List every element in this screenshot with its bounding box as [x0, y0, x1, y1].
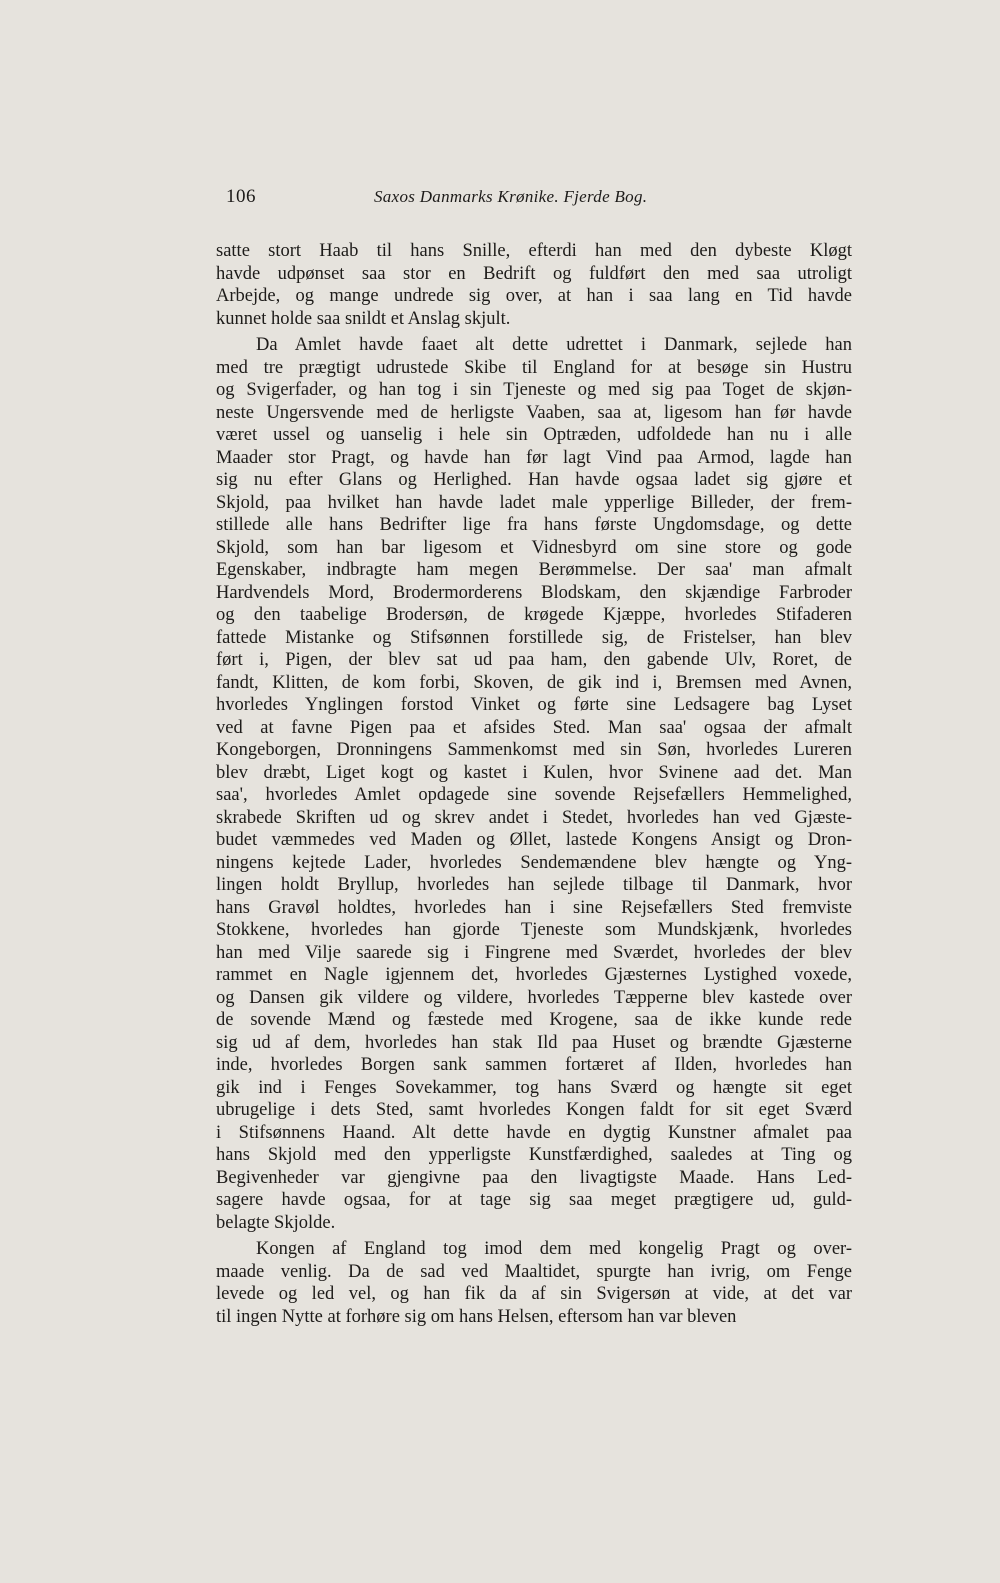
- text-line: Hardvendels Mord, Brodermorderens Blodskam, den skjændige Farbroder: [216, 582, 852, 603]
- text-line: belagte Skjolde.: [216, 1212, 336, 1233]
- text-line: ført i, Pigen, der blev sat ud paa ham, den gabende Ulv, Roret, de: [216, 650, 852, 670]
- text-line: rammet en Nagle igjennem det, hvorledes Gjæsternes Lystighed voxede,: [216, 965, 852, 985]
- text-line: Skjold, paa hvilket han havde ladet male ypperlige Billeder, der frem-: [216, 492, 852, 513]
- text-line: skrabede Skriften ud og skrev andet i Stedet, hvorledes han ved Gjæste-: [216, 807, 852, 828]
- text-line: sig ud af dem, hvorledes han stak Ild paa Huset og brændte Gjæsterne: [216, 1032, 852, 1053]
- text-line: Kongen af England tog imod dem med kongelig Pragt og over-: [256, 1239, 852, 1259]
- text-line: og Dansen gik vildere og vildere, hvorledes Tæpperne blev kastede over: [216, 987, 852, 1008]
- text-line: budet væmmedes ved Maden og Øllet, lastede Kongens Ansigt og Dron-: [216, 830, 852, 850]
- page-number: 106: [226, 186, 256, 207]
- text-line: med tre prægtigt udrustede Skibe til England for at besøge sin Hustru: [216, 357, 852, 378]
- text-line: Begivenheder var gjengivne paa den livagtigste Maade. Hans Led-: [216, 1167, 852, 1188]
- text-line: neste Ungersvende med de herligste Vaaben, saa at, ligesom han før havde: [216, 402, 852, 423]
- text-line: været ussel og uanselig i hele sin Optræden, udfoldede han nu i alle: [216, 425, 852, 445]
- text-line: og Svigerfader, og han tog i sin Tjeneste og med sig paa Toget de skjøn-: [216, 380, 852, 400]
- text-line: satte stort Haab til hans Snille, efterdi han med den dybeste Kløgt: [216, 241, 852, 261]
- paragraph: [216, 1238, 852, 1328]
- text-line: saa', hvorledes Amlet opdagede sine sovende Rejsefællers Hemmelighed,: [216, 785, 852, 805]
- text-line: ningens kejtede Lader, hvorledes Sendemændene blev hængte og Yng-: [216, 852, 852, 873]
- text-line: inde, hvorledes Borgen sank sammen fortæret af Ilden, hvorledes han: [216, 1055, 852, 1075]
- text-line: levede og led vel, og han fik da af sin Svigersøn at vide, at det var: [216, 1284, 852, 1304]
- body-text: [216, 240, 852, 1328]
- text-line: fattede Mistanke og Stifsønnen forstillede sig, de Fristelser, han blev: [216, 627, 852, 648]
- text-line: sagere havde ogsaa, for at tage sig saa meget prægtigere ud, guld-: [216, 1190, 852, 1210]
- text-line: blev dræbt, Liget kogt og kastet i Kulen, hvor Svinene aad det. Man: [216, 762, 852, 783]
- text-line: til ingen Nytte at forhøre sig om hans Helsen, eftersom han var bleven: [216, 1306, 737, 1327]
- running-title: Saxos Danmarks Krønike. Fjerde Bog.: [374, 187, 648, 206]
- text-line: Stokkene, hvorledes han gjorde Tjeneste som Mundskjænk, hvorledes: [216, 920, 852, 940]
- text-line: de sovende Mænd og fæstede med Krogene, saa de ikke kunde rede: [216, 1010, 852, 1030]
- text-line: havde udpønset saa stor en Bedrift og fuldført den med saa utroligt: [216, 263, 852, 284]
- text-line: maade venlig. Da de sad ved Maaltidet, spurgte han ivrig, om Fenge: [216, 1261, 852, 1282]
- text-line: i Stifsønnens Haand. Alt dette havde en dygtig Kunstner afmalet paa: [216, 1122, 852, 1143]
- paragraph: [216, 240, 852, 330]
- text-line: ved at favne Pigen paa et afsides Sted. Man saa' ogsaa der afmalt: [216, 717, 852, 738]
- running-head: [226, 186, 846, 216]
- text-line: han med Vilje saarede sig i Fingrene med Sværdet, hvorledes der blev: [216, 942, 852, 963]
- text-line: kunnet holde saa snildt et Anslag skjult.: [216, 308, 511, 329]
- text-line: fandt, Klitten, de kom forbi, Skoven, de gik ind i, Bremsen med Avnen,: [216, 672, 852, 693]
- text-line: og den taabelige Brodersøn, de krøgede Kjæppe, hvorledes Stifaderen: [216, 605, 852, 625]
- text-line: hans Gravøl holdtes, hvorledes han i sine Rejsefællers Sted fremviste: [216, 897, 852, 918]
- text-line: Egenskaber, indbragte ham megen Berømmelse. Der saa' man afmalt: [216, 560, 852, 580]
- text-line: Kongeborgen, Dronningens Sammenkomst med sin Søn, hvorledes Lureren: [216, 740, 852, 760]
- text-line: Da Amlet havde faaet alt dette udrettet i Danmark, sejlede han: [256, 335, 852, 355]
- text-line: gik ind i Fenges Sovekammer, tog hans Sværd og hængte sit eget: [216, 1077, 852, 1098]
- text-line: sig nu efter Glans og Herlighed. Han havde ogsaa ladet sig gjøre et: [216, 470, 852, 490]
- text-line: lingen holdt Bryllup, hvorledes han sejlede tilbage til Danmark, hvor: [216, 875, 852, 895]
- text-line: ubrugelige i dets Sted, samt hvorledes Kongen faldt for sit eget Sværd: [216, 1100, 852, 1120]
- text-line: stillede alle hans Bedrifter lige fra hans første Ungdomsdage, og dette: [216, 515, 852, 535]
- text-line: Arbejde, og mange undrede sig over, at han i saa lang en Tid havde: [216, 286, 852, 306]
- text-line: Maader stor Pragt, og havde han før lagt Vind paa Armod, lagde han: [216, 447, 852, 468]
- text-line: Skjold, som han bar ligesom et Vidnesbyrd om sine store og gode: [216, 537, 852, 558]
- text-line: hvorledes Ynglingen forstod Vinket og førte sine Ledsagere bag Lyset: [216, 695, 852, 715]
- paragraph: [216, 334, 852, 1234]
- text-line: hans Skjold med den ypperligste Kunstfærdighed, saaledes at Ting og: [216, 1145, 852, 1165]
